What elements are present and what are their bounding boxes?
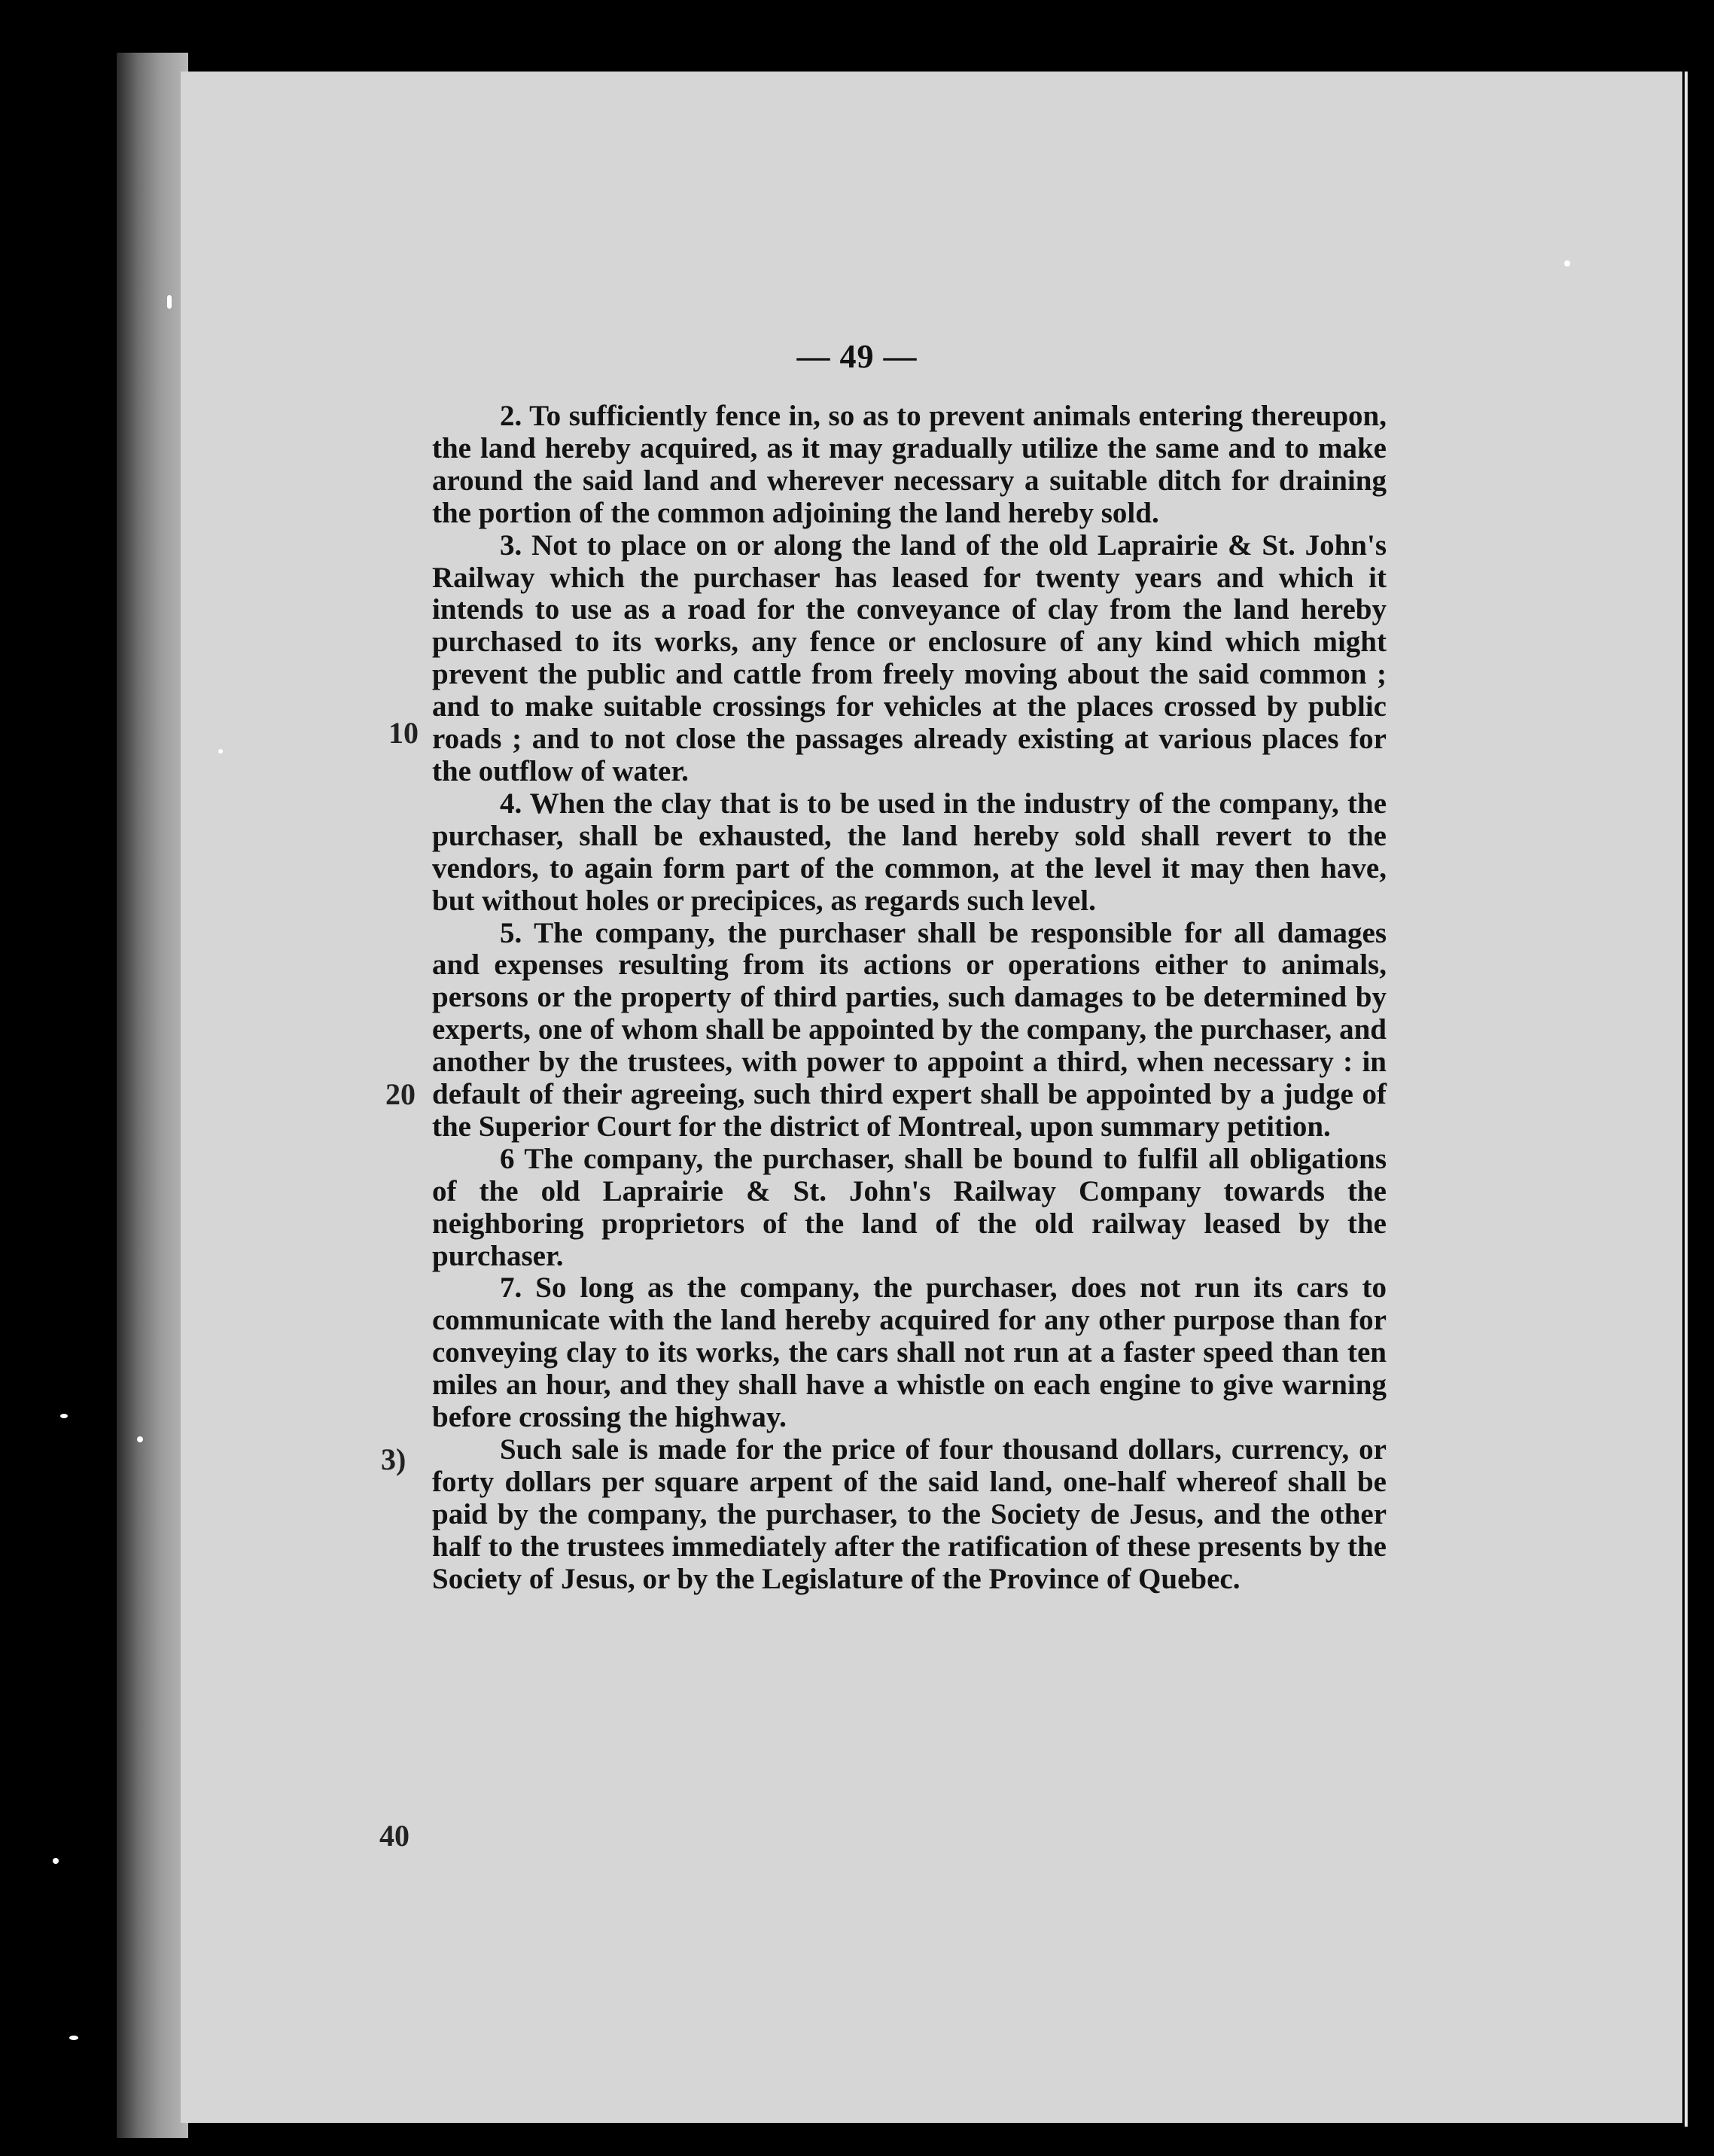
paragraph-clause-6: 6 The company, the purchaser, shall be bound to fulfil all obligations of the old Laprairie & St. John's Railway Company towards the neighboring proprietors of the land of the old railway leased by the purchaser.: [432, 1142, 1387, 1272]
margin-line-number: 10: [388, 716, 419, 750]
dust-speck: [60, 1414, 68, 1418]
paragraph-sale-price: Such sale is made for the price of four thousand dollars, currency, or forty dollars per square arpent of the said land, one-half whereof shall be paid by the company, the purchaser, to the Society de Jesus, and the other half to the trustees immediately after the ratification of these presents by the Society of Jesus, or by the Legislature of the Province of Quebec.: [432, 1433, 1387, 1595]
paragraph-clause-2: 2. To sufficiently fence in, so as to prevent animals entering thereupon, the land hereby acquired, as it may gradually utilize the same and to make around the said land and wherever necessary a suitable ditch for draining the portion of the common adjoining the land hereby sold.: [432, 400, 1387, 529]
dust-speck: [69, 2036, 78, 2040]
margin-line-number: 20: [385, 1077, 416, 1111]
dust-speck: [137, 1436, 143, 1442]
document-body: [432, 400, 1387, 1596]
paragraph-clause-5: 5. The company, the purchaser shall be responsible for all damages and expenses resulting from its actions or operations either to animals, persons or the property of third parties, such damages to be determined by experts, one of whom shall be appointed by the company, the purchaser, and another by the trustees, with power to appoint a third, when necessary : in default of their agreeing, such third expert shall be appointed by a judge of the Superior Court for the district of Montreal, upon summary petition.: [432, 916, 1387, 1143]
dust-speck: [218, 749, 223, 754]
page-edge: [1685, 72, 1688, 2127]
dust-speck: [167, 295, 172, 309]
dust-speck: [1564, 260, 1570, 266]
margin-line-number: 40: [379, 1819, 409, 1853]
page-number: — 49 —: [796, 338, 918, 375]
margin-line-number: 3): [381, 1442, 406, 1476]
paragraph-clause-7: 7. So long as the company, the purchaser, does not run its cars to communicate with the land hereby acquired for any other purpose than for conveying clay to its works, the cars shall not run at a faster speed than ten miles an hour, and they shall have a whistle on each engine to give warning before crossing the highway.: [432, 1271, 1387, 1434]
paragraph-clause-3: 3. Not to place on or along the land of the old Laprairie & St. John's Railway which the purchaser has leased for twenty years and which it intends to use as a road for the conveyance of clay from the land hereby purchased to its works, any fence or enclosure of any kind which might prevent the public and cattle from freely moving about the said common ; and to make suitable crossings for vehicles at the places crossed by public roads ; and to not close the passages already existing at various places for the outflow of water.: [432, 528, 1387, 787]
paragraph-clause-4: 4. When the clay that is to be used in the industry of the company, the purchaser, shall be exhausted, the land hereby sold shall revert to the vendors, to again form part of the common, at the level it may then have, but without holes or precipices, as regards such level.: [432, 787, 1387, 917]
dust-speck: [53, 1858, 59, 1864]
